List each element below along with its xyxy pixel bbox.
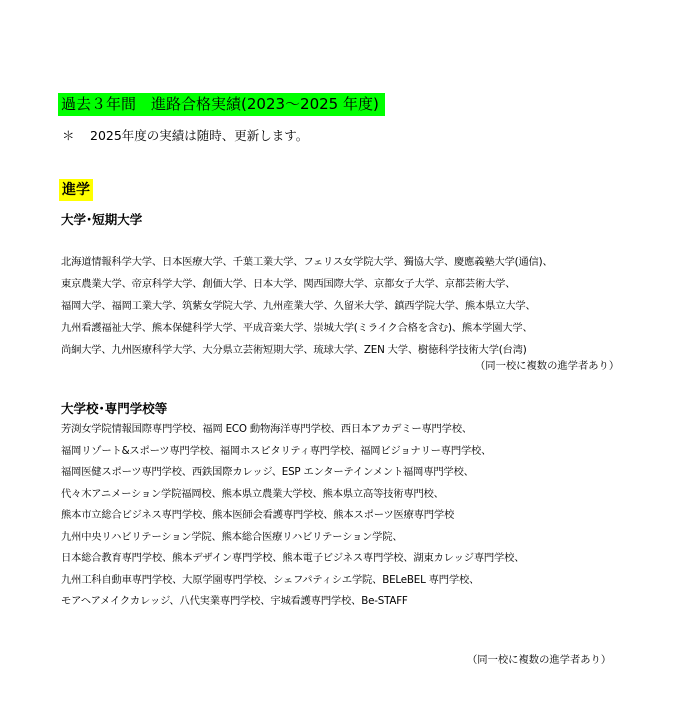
list-item: 熊本市立総合ビジネス専門学校、熊本医師会看護専門学校、熊本スポーツ医療専門学校	[61, 509, 455, 521]
list-item: 福岡大学、福岡工業大学、筑紫女学院大学、九州産業大学、久留米大学、鎮西学院大学、熊本県立大学、	[61, 300, 536, 312]
list-item: 九州看護福祉大学、熊本保健科学大学、平成音楽大学、崇城大学(ミライク合格を含む)、熊本学園大学、	[61, 322, 533, 334]
list-item: 福岡医健スポーツ専門学校、西鉄国際カレッジ、ESP エンターテインメント福岡専門学校、	[61, 466, 474, 478]
universities-heading: 大学･短期大学	[61, 212, 143, 227]
vocational-aside-note: （同一校に複数の進学者あり）	[467, 654, 612, 666]
note-marker: ＊	[62, 128, 75, 143]
list-item: 東京農業大学、帝京科学大学、創価大学、日本大学、関西国際大学、京都女子大学、京都芸術大学、	[61, 278, 516, 290]
list-item: 九州工科自動車専門学校、大原学園専門学校、シェフパティシエ学院、BELeBEL 専門学校、	[61, 573, 480, 586]
list-item: 尚絅大学、九州医療科学大学、大分県立芸術短期大学、琉球大学、ZEN 大学、樹徳科学技術大学(台湾)	[61, 344, 527, 356]
vocational-list	[61, 419, 524, 613]
list-item: 福岡リゾート&スポーツ専門学校、福岡ホスピタリティ専門学校、福岡ビジョナリー専門学校、	[61, 444, 492, 457]
list-item: 芳渕女学院情報国際専門学校、福岡 ECO 動物海洋専門学校、西日本アカデミー専門学校、	[61, 423, 472, 435]
universities-list	[61, 251, 553, 361]
list-item: モアヘアメイクカレッジ、八代実業専門学校、宇城看護専門学校、Be-STAFF	[61, 595, 408, 607]
note-text: 2025年度の実績は随時、更新します。	[90, 128, 309, 143]
section-title-advancement: 進学	[59, 179, 93, 201]
list-item: 九州中央リハビリテーション学院、熊本総合医療リハビリテーション学院、	[61, 530, 403, 543]
page-title: 過去３年間 進路合格実績(2023～2025 年度)	[58, 93, 385, 116]
list-item: 代々木アニメーション学院福岡校、熊本県立農業大学校、熊本県立高等技術専門校、	[61, 487, 444, 500]
list-item: 北海道情報科学大学、日本医療大学、千葉工業大学、フェリス女学院大学、獨協大学、慶應義塾大学(通信)、	[61, 256, 553, 268]
list-item: 日本総合教育専門学校、熊本デザイン専門学校、熊本電子ビジネス専門学校、湖東カレッジ専門学校、	[61, 552, 525, 564]
update-note	[62, 127, 308, 145]
universities-aside-note: （同一校に複数の進学者あり）	[475, 360, 620, 372]
vocational-heading: 大学校･専門学校等	[61, 401, 168, 416]
